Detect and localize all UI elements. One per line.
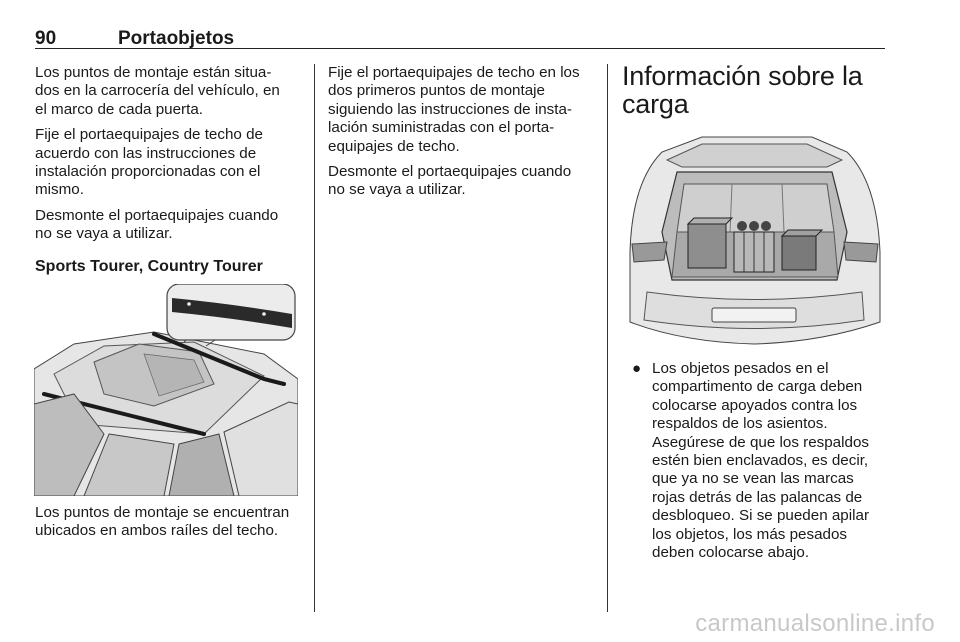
subheading: Sports Tourer, Country Tourer (35, 257, 263, 275)
page-header (35, 8, 885, 49)
paragraph: Los puntos de montaje están situa- dos en la carrocería del vehículo, en el marco de cada puerta. (35, 64, 280, 118)
column-divider (607, 64, 608, 612)
roof-rail-illustration (34, 284, 298, 496)
paragraph: Fije el portaequipajes de techo en los dos primeros puntos de montaje siguiendo las instrucciones de insta- lación suministradas con el porta- equipajes de techo. (328, 64, 580, 155)
page-title: Portaobjetos (118, 28, 235, 49)
section-heading: Información sobre la carga (622, 61, 863, 119)
column-3 (622, 62, 888, 562)
cargo-compartment-illustration (622, 132, 886, 346)
bullet-text: Los objetos pesados en el compartimento de carga deben colocarse apoyados contra los respaldos de los asientos. Asegúrese de que los respaldos estén bien enclavados, es decir, que ya no se vean las marcas rojas detrás de las palancas de desbloqueo. Si se pueden apilar los objetos, los más pesados deben colocarse abajo. (652, 360, 870, 562)
paragraph: Desmonte el portaequipajes cuando no se vaya a utilizar. (35, 206, 279, 243)
bullet-icon: ● (632, 360, 642, 377)
page-number: 90 (35, 28, 57, 49)
column-divider (314, 64, 315, 612)
paragraph: Desmonte el portaequipajes cuando no se vaya a utilizar. (328, 163, 572, 199)
column-2 (328, 64, 594, 207)
column-1 (35, 64, 301, 548)
list-item (622, 360, 888, 562)
paragraph: Fije el portaequipajes de techo de acuerdo con las instrucciones de instalación proporcionadas con el mismo. (35, 126, 263, 199)
figure-caption: Los puntos de montaje se encuentran ubicados en ambos raíles del techo. (35, 504, 290, 540)
watermark: carmanualsonline.info (695, 610, 935, 637)
